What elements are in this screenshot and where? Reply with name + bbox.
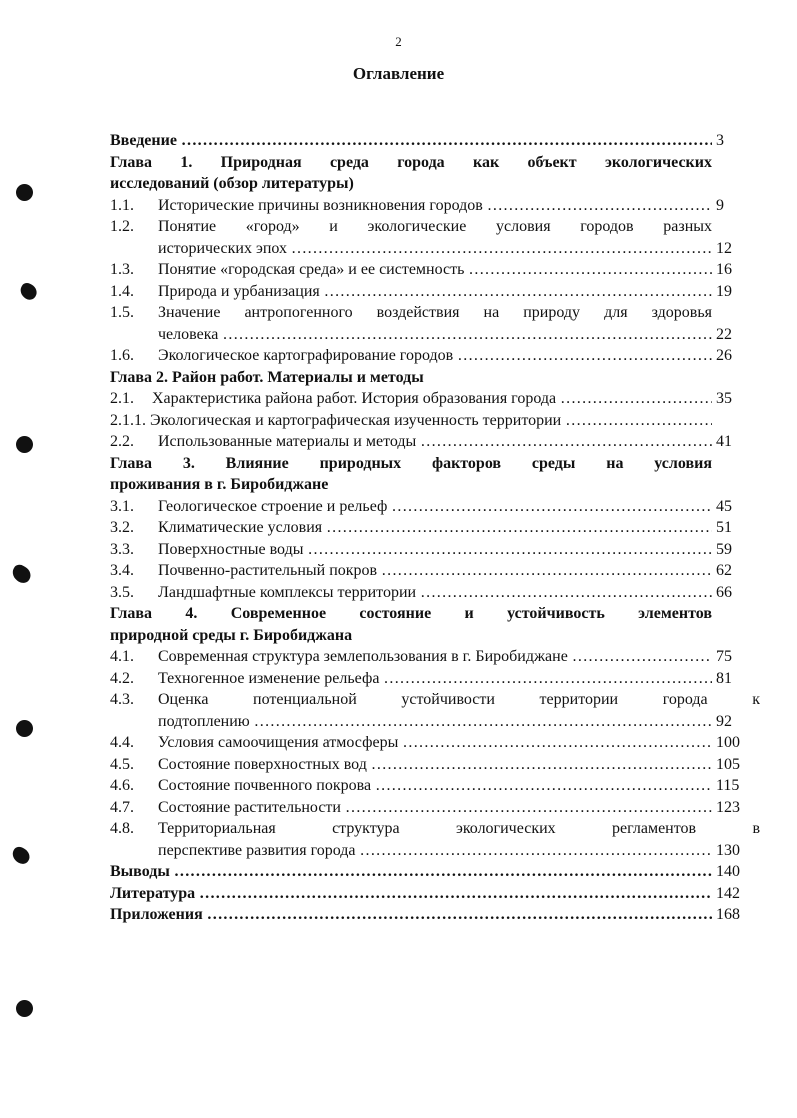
- toc-entry-page: 16: [716, 261, 732, 278]
- toc-entry-text: Состояние почвенного покрова ……………………………………………………………………………………………………………………………………………………: [158, 775, 712, 797]
- toc-entry-page: 41: [716, 433, 732, 450]
- toc-chapter-2[interactable]: [110, 367, 760, 389]
- toc-entry-text: перспективе развития города ……………………………………………………………………………………………………………………………………………………: [158, 840, 712, 862]
- toc-entry-number: 4.1.: [110, 648, 134, 665]
- toc-entry-text: Использованные материалы и методы ……………………………………………………………………………………………………………………………………………………: [158, 431, 712, 453]
- toc-entry-number: 3.1.: [110, 497, 134, 515]
- toc-entry-page: 45: [716, 497, 732, 515]
- toc-entry-text: Литература ……………………………………………………………………………………………………………………………………………………: [110, 883, 712, 905]
- page-title: Оглавление: [352, 64, 445, 83]
- toc-entry-text: Исторические причины возникновения городов ……………………………………………………………………………………………………………………………………………………: [158, 195, 712, 217]
- toc-entry-text: подтоплению ……………………………………………………………………………………………………………………………………………………: [158, 711, 712, 733]
- toc-entry-text: Условия самоочищения атмосферы ……………………………………………………………………………………………………………………………………………………: [158, 732, 712, 754]
- toc-entry-text: Климатические условия ……………………………………………………………………………………………………………………………………………………: [158, 517, 712, 539]
- toc-entry-number: 4.8.: [110, 820, 134, 837]
- toc-entry-text: исторических эпох ……………………………………………………………………………………………………………………………………………………: [158, 238, 712, 260]
- toc-entry-text: Экологическое картографирование городов ……………………………………………………………………………………………………………………………………………………: [158, 345, 712, 367]
- toc-entry-3-3[interactable]: [110, 539, 760, 561]
- toc-entry-1-2-cont[interactable]: [110, 238, 760, 260]
- toc-entry-text: Значение антропогенного воздействия на природу для здоровья: [158, 304, 712, 321]
- toc-entry-4-2[interactable]: [110, 668, 760, 690]
- toc-entry-number: 4.7.: [110, 798, 134, 816]
- toc-entry-3-5[interactable]: [110, 582, 760, 604]
- toc-entry-4-4[interactable]: [110, 732, 760, 754]
- toc-entry-appendix[interactable]: [110, 904, 760, 926]
- toc-entry-number: 3.4.: [110, 562, 134, 579]
- toc-entry-1-6[interactable]: [110, 345, 760, 367]
- toc-entry-text: Оценка потенциальной устойчивости территории города к: [158, 691, 760, 708]
- table-of-contents: [110, 130, 760, 926]
- toc-entry-page: 115: [716, 777, 740, 794]
- toc-entry-number: 2.1.1.: [110, 411, 146, 429]
- toc-entry-2-1-1[interactable]: [110, 410, 760, 432]
- toc-entry-number: 4.3.: [110, 691, 134, 708]
- toc-entry-text: Ландшафтные комплексы территории ……………………………………………………………………………………………………………………………………………………: [158, 582, 712, 604]
- toc-entry-text: Техногенное изменение рельефа ……………………………………………………………………………………………………………………………………………………: [158, 668, 712, 690]
- toc-entry-1-3[interactable]: [110, 259, 760, 281]
- toc-entry-text: Выводы ……………………………………………………………………………………………………………………………………………………: [110, 861, 712, 883]
- toc-entry-4-8-cont[interactable]: [110, 840, 760, 862]
- toc-entry-page: 81: [716, 669, 732, 687]
- toc-entry-text: человека ……………………………………………………………………………………………………………………………………………………: [158, 324, 712, 346]
- toc-entry-4-3-cont[interactable]: [110, 711, 760, 733]
- toc-entry-page: 140: [716, 863, 740, 880]
- toc-entry-page: 19: [716, 282, 732, 300]
- toc-entry-1-2[interactable]: [110, 216, 760, 238]
- toc-entry-number: 4.6.: [110, 777, 134, 794]
- toc-entry-page: 123: [716, 798, 740, 816]
- toc-entry-text: Поверхностные воды ……………………………………………………………………………………………………………………………………………………: [158, 539, 712, 561]
- toc-entry-intro[interactable]: [110, 130, 760, 152]
- toc-entry-4-3[interactable]: [110, 689, 760, 711]
- toc-entry-page: 26: [716, 347, 732, 364]
- toc-entry-page: 22: [716, 325, 732, 343]
- toc-entry-page: 3: [716, 132, 724, 149]
- toc-entry-page: 12: [716, 239, 732, 257]
- toc-entry-page: 62: [716, 562, 732, 579]
- toc-entry-2-2[interactable]: [110, 431, 760, 453]
- toc-entry-3-4[interactable]: [110, 560, 760, 582]
- toc-entry-text: Состояние поверхностных вод ……………………………………………………………………………………………………………………………………………………: [158, 754, 712, 776]
- toc-entry-number: 1.4.: [110, 282, 134, 300]
- toc-chapter-3-cont[interactable]: [110, 474, 760, 496]
- toc-entry-4-7[interactable]: [110, 797, 760, 819]
- toc-chapter-title: проживания в г. Биробиджане: [110, 476, 329, 493]
- toc-entry-page: 9: [716, 196, 724, 214]
- toc-entry-number: 1.2.: [110, 218, 134, 235]
- toc-entry-text: Понятие «город» и экологические условия городов разных: [158, 218, 712, 235]
- toc-entry-text: Характеристика района работ. История образования города ……………………………………………………………………………………………………………………………………………………: [152, 388, 712, 410]
- binder-hole-mark: [17, 281, 39, 302]
- toc-chapter-title: Глава 4. Современное состояние и устойчивость элементов: [110, 605, 712, 622]
- toc-entry-page: 130: [716, 841, 740, 859]
- toc-entry-3-1[interactable]: [110, 496, 760, 518]
- toc-entry-text: Экологическая и картографическая изученность территории ……………………………………………………………………………………………………………………………………………………: [150, 410, 712, 432]
- toc-entry-4-6[interactable]: [110, 775, 760, 797]
- toc-entry-number: 4.5.: [110, 755, 134, 773]
- toc-entry-text: Природа и урбанизация ……………………………………………………………………………………………………………………………………………………: [158, 281, 712, 303]
- toc-entry-text: Приложения ……………………………………………………………………………………………………………………………………………………: [110, 904, 712, 926]
- toc-entry-number: 1.6.: [110, 347, 134, 364]
- toc-entry-page: 59: [716, 540, 732, 558]
- toc-entry-2-1[interactable]: [110, 388, 760, 410]
- toc-entry-4-5[interactable]: [110, 754, 760, 776]
- toc-entry-page: 35: [716, 390, 732, 407]
- toc-entry-text: Почвенно-растительный покров ……………………………………………………………………………………………………………………………………………………: [158, 560, 712, 582]
- toc-entry-1-1[interactable]: [110, 195, 760, 217]
- binder-hole-mark: [16, 1000, 33, 1017]
- binder-hole-mark: [16, 436, 33, 453]
- toc-entry-literature[interactable]: [110, 883, 760, 905]
- toc-entry-page: 105: [716, 755, 740, 773]
- toc-entry-text: Состояние растительности ……………………………………………………………………………………………………………………………………………………: [158, 797, 712, 819]
- toc-entry-page: 51: [716, 519, 732, 536]
- toc-entry-page: 75: [716, 648, 732, 665]
- toc-entry-page: 92: [716, 712, 732, 730]
- toc-chapter-4[interactable]: [110, 603, 760, 625]
- toc-entry-1-5[interactable]: [110, 302, 760, 324]
- toc-chapter-3[interactable]: [110, 453, 760, 475]
- toc-entry-number: 2.1.: [110, 390, 134, 407]
- toc-entry-number: 1.3.: [110, 261, 134, 278]
- toc-entry-number: 3.2.: [110, 519, 134, 536]
- toc-chapter-1[interactable]: [110, 152, 760, 174]
- page-number: 2: [395, 34, 402, 49]
- binder-hole-mark: [9, 845, 32, 867]
- toc-entry-4-1[interactable]: [110, 646, 760, 668]
- toc-entry-number: 1.1.: [110, 196, 134, 214]
- toc-entry-3-2[interactable]: [110, 517, 760, 539]
- binder-hole-mark: [16, 184, 33, 201]
- toc-entry-number: 1.5.: [110, 304, 134, 321]
- toc-entry-text: Территориальная структура экологических регламентов в: [158, 820, 760, 837]
- toc-entry-page: 142: [716, 884, 740, 902]
- toc-chapter-title: природной среды г. Биробиджана: [110, 626, 353, 644]
- toc-chapter-title: исследований (обзор литературы): [110, 175, 354, 192]
- toc-entry-1-5-cont[interactable]: [110, 324, 760, 346]
- toc-chapter-1-cont[interactable]: [110, 173, 760, 195]
- toc-entry-text: Введение ……………………………………………………………………………………………………………………………………………………: [110, 130, 712, 152]
- toc-entry-1-4[interactable]: [110, 281, 760, 303]
- toc-entry-4-8[interactable]: [110, 818, 760, 840]
- toc-entry-number: 3.5.: [110, 583, 134, 601]
- toc-entry-page: 168: [716, 906, 740, 923]
- toc-entry-number: 2.2.: [110, 433, 134, 450]
- toc-entry-number: 4.2.: [110, 669, 134, 687]
- toc-entry-number: 3.3.: [110, 540, 134, 558]
- toc-entry-conclusions[interactable]: [110, 861, 760, 883]
- toc-chapter-4-cont[interactable]: [110, 625, 760, 647]
- binder-hole-mark: [16, 720, 33, 737]
- toc-entry-page: 66: [716, 583, 732, 601]
- toc-entry-text: Современная структура землепользования в г. Биробиджане ……………………………………………………………………………………………………………………………………………………: [158, 646, 712, 668]
- toc-entry-text: Геологическое строение и рельеф ……………………………………………………………………………………………………………………………………………………: [158, 496, 712, 518]
- toc-chapter-title: Глава 2. Район работ. Материалы и методы: [110, 368, 424, 386]
- toc-entry-text: Понятие «городская среда» и ее системность ……………………………………………………………………………………………………………………………………………………: [158, 259, 712, 281]
- toc-entry-number: 4.4.: [110, 734, 134, 751]
- toc-entry-page: 100: [716, 734, 740, 751]
- toc-chapter-title: Глава 3. Влияние природных факторов среды на условия: [110, 454, 712, 472]
- toc-chapter-title: Глава 1. Природная среда города как объект экологических: [110, 153, 712, 171]
- binder-hole-mark: [9, 562, 33, 585]
